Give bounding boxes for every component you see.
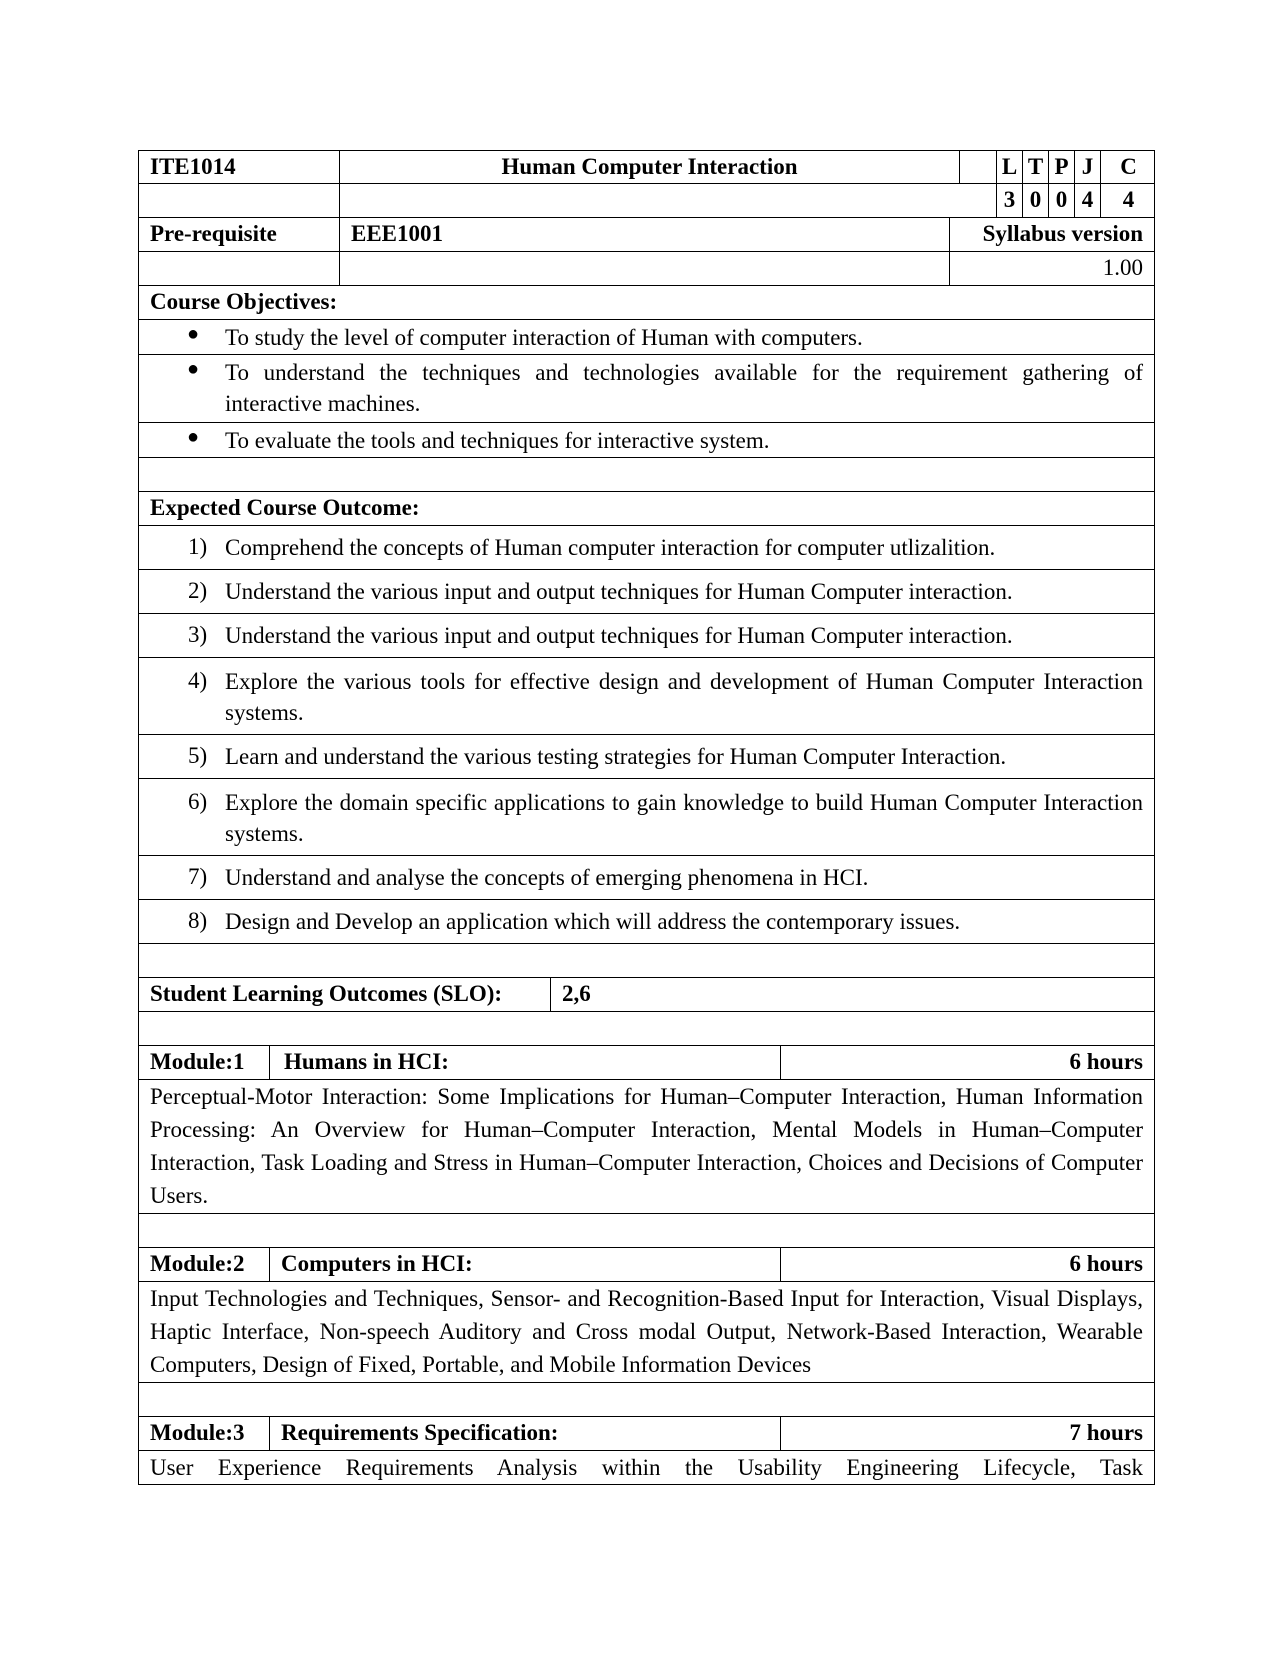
syllabus-table bbox=[138, 150, 1155, 1485]
syllabus-version-label: Syllabus version bbox=[982, 221, 1143, 246]
prereq-row bbox=[138, 218, 1155, 252]
bullet-icon: ● bbox=[187, 358, 200, 380]
course-code: ITE1014 bbox=[150, 154, 236, 179]
ltpjc-label-p: P bbox=[1048, 151, 1074, 183]
module-label: Module:1 bbox=[150, 1049, 245, 1074]
slo-label: Student Learning Outcomes (SLO): bbox=[150, 981, 503, 1006]
header-row bbox=[138, 150, 1155, 184]
objectives-heading: Course Objectives: bbox=[150, 289, 338, 314]
module-label: Module:3 bbox=[150, 1420, 245, 1445]
ltpjc-label-cells bbox=[996, 151, 1154, 183]
outcome-number: 4) bbox=[188, 668, 208, 693]
module-content: Perceptual-Motor Interaction: Some Implications for Human–Computer Interaction, Human Information Processing: An Overview for Human–Computer Interaction, Mental Models in Human–Computer Interaction, Task Loading and Stress in Human–Computer Interaction, Choices and Decisions of Computer Users. bbox=[150, 1084, 1143, 1208]
outcome-number: 1) bbox=[188, 534, 208, 559]
outcome-item bbox=[138, 900, 1155, 944]
ltpjc-label-t: T bbox=[1022, 151, 1048, 183]
ltpjc-value-p: 0 bbox=[1048, 184, 1074, 217]
module-content-row bbox=[138, 1451, 1155, 1485]
slo-value: 2,6 bbox=[562, 981, 591, 1006]
outcome-item bbox=[138, 856, 1155, 900]
outcomes-heading: Expected Course Outcome: bbox=[150, 495, 420, 520]
module-header-row bbox=[138, 1046, 1155, 1080]
objective-item bbox=[138, 423, 1155, 458]
objective-text: To study the level of computer interaction of Human with computers. bbox=[225, 325, 863, 350]
spacer-row bbox=[138, 1012, 1155, 1046]
ltpjc-label-c: C bbox=[1100, 151, 1156, 183]
objective-text: To evaluate the tools and techniques for interactive system. bbox=[225, 428, 770, 453]
module-content-row bbox=[138, 1282, 1155, 1383]
outcome-text: Explore the domain specific applications to gain knowledge to build Human Computer Interaction systems. bbox=[225, 790, 1143, 846]
module-header-row bbox=[138, 1248, 1155, 1282]
outcome-text: Design and Develop an application which will address the contemporary issues. bbox=[225, 909, 961, 934]
outcomes-heading-row bbox=[138, 492, 1155, 526]
ltpjc-label-l: L bbox=[996, 151, 1022, 183]
ltpjc-value-c: 4 bbox=[1100, 184, 1156, 217]
prereq-value: EEE1001 bbox=[351, 221, 444, 246]
outcome-item bbox=[138, 658, 1155, 735]
outcome-item bbox=[138, 779, 1155, 856]
objective-item bbox=[138, 355, 1155, 423]
prereq-label: Pre-requisite bbox=[150, 221, 277, 246]
module-content: Input Technologies and Techniques, Sensor- and Recognition-Based Input for Interaction, Visual Displays, Haptic Interface, Non-speech Auditory and Cross modal Output, Network-Based Interaction, Wearable Computers, Design of Fixed, Portable, and Mobile Information Devices bbox=[150, 1286, 1143, 1377]
outcome-item bbox=[138, 570, 1155, 614]
bullet-icon: ● bbox=[187, 323, 200, 345]
module-content-row bbox=[138, 1080, 1155, 1214]
module-title: Computers in HCI: bbox=[281, 1251, 473, 1276]
ltpjc-value-cells bbox=[996, 184, 1154, 217]
outcome-number: 2) bbox=[188, 578, 208, 603]
bullet-icon: ● bbox=[187, 426, 200, 448]
module-title: Requirements Specification: bbox=[281, 1420, 559, 1445]
objective-text: To understand the techniques and technologies available for the requirement gathering of interactive machines. bbox=[225, 360, 1143, 416]
ltpjc-label-j: J bbox=[1074, 151, 1100, 183]
module-hours: 6 hours bbox=[1069, 1049, 1143, 1074]
ltpjc-value-t: 0 bbox=[1022, 184, 1048, 217]
outcome-text: Understand the various input and output techniques for Human Computer interaction. bbox=[225, 623, 1013, 648]
outcome-number: 7) bbox=[188, 864, 208, 889]
module-hours: 7 hours bbox=[1069, 1420, 1143, 1445]
slo-row bbox=[138, 978, 1155, 1012]
syllabus-value-row bbox=[138, 252, 1155, 286]
outcome-text: Learn and understand the various testing strategies for Human Computer Interaction. bbox=[225, 744, 1007, 769]
outcome-text: Comprehend the concepts of Human computer interaction for computer utlizalition. bbox=[225, 535, 996, 560]
module-title: Humans in HCI: bbox=[284, 1049, 449, 1074]
outcome-item bbox=[138, 614, 1155, 658]
objectives-heading-row bbox=[138, 286, 1155, 320]
title-cell bbox=[339, 151, 959, 183]
ltpjc-values-row bbox=[138, 184, 1155, 218]
outcome-text: Understand the various input and output techniques for Human Computer interaction. bbox=[225, 579, 1013, 604]
ltpjc-value-l: 3 bbox=[996, 184, 1022, 217]
outcome-item bbox=[138, 526, 1155, 570]
outcome-number: 8) bbox=[188, 908, 208, 933]
module-header-row bbox=[138, 1417, 1155, 1451]
spacer-row bbox=[138, 1383, 1155, 1417]
spacer-row bbox=[138, 1214, 1155, 1248]
outcome-number: 5) bbox=[188, 743, 208, 768]
spacer-row bbox=[138, 458, 1155, 492]
module-hours: 6 hours bbox=[1069, 1251, 1143, 1276]
ltpjc-value-j: 4 bbox=[1074, 184, 1100, 217]
outcome-number: 6) bbox=[188, 789, 208, 814]
module-content: User Experience Requirements Analysis within the Usability Engineering Lifecycle, Task bbox=[150, 1455, 1143, 1480]
syllabus-version-value: 1.00 bbox=[1102, 255, 1143, 280]
spacer-row bbox=[138, 944, 1155, 978]
outcome-text: Explore the various tools for effective design and development of Human Computer Interaction systems. bbox=[225, 669, 1143, 725]
course-title: Human Computer Interaction bbox=[501, 154, 798, 179]
outcome-number: 3) bbox=[188, 622, 208, 647]
objective-item bbox=[138, 320, 1155, 355]
outcome-text: Understand and analyse the concepts of emerging phenomena in HCI. bbox=[225, 865, 869, 890]
outcome-item bbox=[138, 735, 1155, 779]
module-label: Module:2 bbox=[150, 1251, 245, 1276]
